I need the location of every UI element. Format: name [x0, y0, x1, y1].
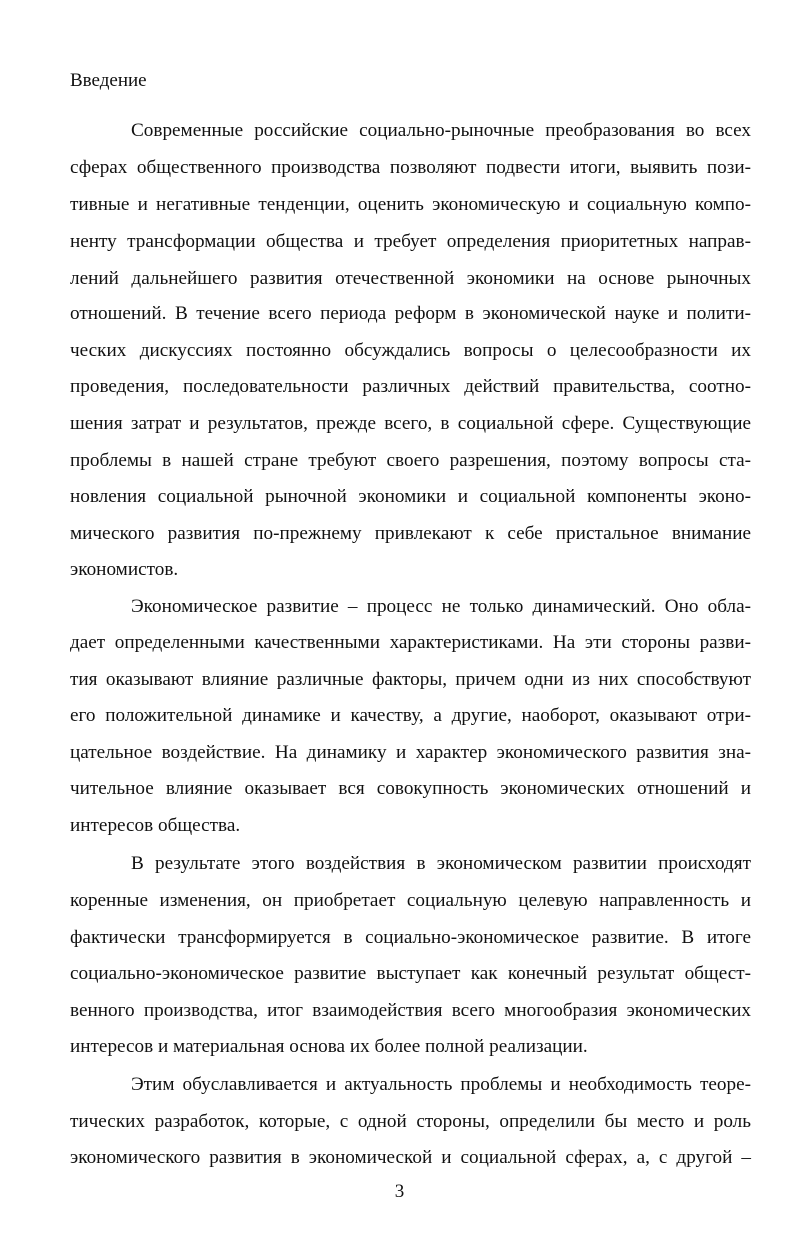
- paragraph-line: мического развития по-прежнему привлекают к себе пристальное внимание: [70, 523, 751, 544]
- paragraph-line: лений дальнейшего развития отечественной экономики на основе рыночных: [70, 268, 751, 289]
- paragraph-line: коренные изменения, он приобретает социальную целевую направленность и: [70, 890, 751, 911]
- paragraph-line: проблемы в нашей стране требуют своего разрешения, поэтому вопросы ста-: [70, 450, 751, 471]
- paragraph-line: отношений. В течение всего периода реформ в экономической науке и полити-: [70, 303, 751, 324]
- paragraph-line: шения затрат и результатов, прежде всего, в социальной сфере. Существующие: [70, 413, 751, 434]
- paragraph-line: ненту трансформации общества и требует определения приоритетных направ-: [70, 231, 751, 252]
- paragraph-line: интересов общества.: [70, 815, 241, 836]
- paragraph-line: тических разработок, которые, с одной стороны, определили бы место и роль: [70, 1111, 751, 1132]
- paragraph-line: социально-экономическое развитие выступает как конечный результат общест-: [70, 963, 751, 984]
- paragraph-line: чительное влияние оказывает вся совокупность экономических отношений и: [70, 778, 751, 799]
- paragraph-line: новления социальной рыночной экономики и социальной компоненты эконо-: [70, 486, 751, 507]
- paragraph-line: экономистов.: [70, 559, 179, 580]
- paragraph-line: тивные и негативные тенденции, оценить экономическую и социальную компо-: [70, 194, 751, 215]
- paragraph-line: тия оказывают влияние различные факторы, причем одни из них способствуют: [70, 669, 751, 690]
- paragraph-line: проведения, последовательности различных действий правительства, соотно-: [70, 376, 751, 397]
- paragraph-line: ческих дискуссиях постоянно обсуждались вопросы о целесообразности их: [70, 340, 751, 361]
- paragraph-line: Современные российские социально-рыночные преобразования во всех: [131, 120, 751, 141]
- paragraph-line: венного производства, итог взаимодействия всего многообразия экономических: [70, 1000, 751, 1021]
- paragraph-line: дает определенными качественными характеристиками. На эти стороны разви-: [70, 632, 751, 653]
- paragraph-line: интересов и материальная основа их более полной реализации.: [70, 1036, 588, 1057]
- paragraph-line: цательное воздействие. На динамику и характер экономического развития зна-: [70, 742, 751, 763]
- paragraph-line: Экономическое развитие – процесс не только динамический. Оно обла-: [131, 596, 751, 617]
- paragraph-line: сферах общественного производства позволяют подвести итоги, выявить пози-: [70, 157, 751, 178]
- paragraph-line: В результате этого воздействия в экономическом развитии происходят: [131, 853, 751, 874]
- page-number: 3: [394, 1181, 405, 1202]
- paragraph-line: фактически трансформируется в социально-экономическое развитие. В итоге: [70, 927, 751, 948]
- paragraph-line: экономического развития в экономической и социальной сферах, а, с другой –: [70, 1147, 751, 1168]
- paragraph-line: его положительной динамике и качеству, а другие, наоборот, оказывают отри-: [70, 705, 751, 726]
- paragraph-line: Этим обуславливается и актуальность проблемы и необходимость теоре-: [131, 1074, 751, 1095]
- page-heading: Введение: [70, 70, 147, 91]
